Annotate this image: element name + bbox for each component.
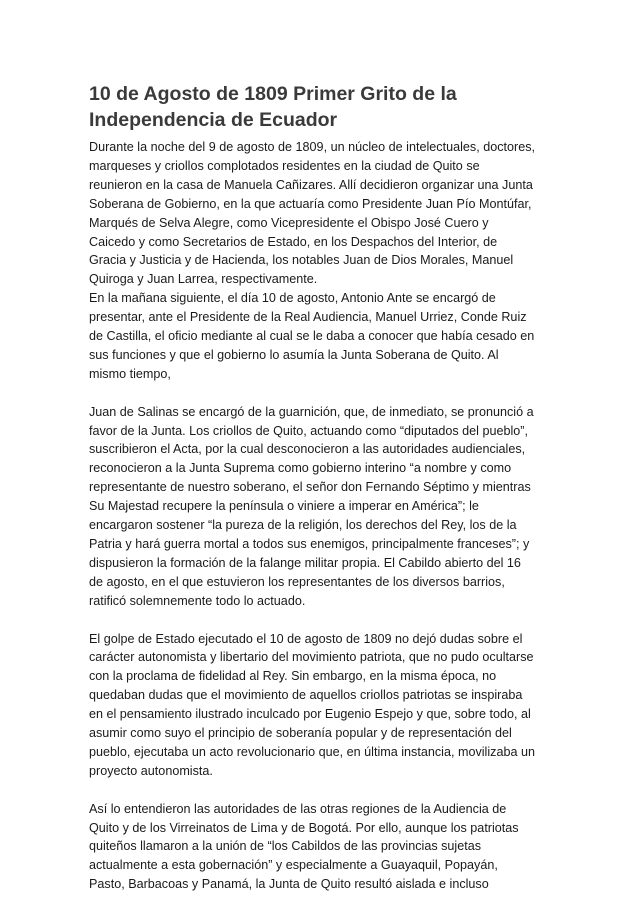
paragraph bbox=[89, 800, 559, 895]
paragraph-spacer bbox=[89, 384, 559, 403]
text-line: pueblo, ejecutaba un acto revolucionario que, en última instancia, movilizaba un bbox=[89, 744, 535, 759]
text-line: marqueses y criollos complotados residentes en la ciudad de Quito se bbox=[89, 158, 480, 173]
paragraph-spacer bbox=[89, 781, 559, 800]
title-line: 10 de Agosto de 1809 Primer Grito de la bbox=[89, 83, 457, 105]
text-line: Caicedo y como Secretarios de Estado, en los Despachos del Interior, de bbox=[89, 234, 498, 249]
paragraph bbox=[89, 138, 559, 384]
text-line: suscribieron el Acta, por la cual desconocieron a las autoridades audienciales, bbox=[89, 442, 526, 457]
text-line: representante de nuestro soberano, el señor don Fernando Séptimo y mientras bbox=[89, 480, 531, 495]
paragraph bbox=[89, 403, 559, 611]
text-line: Patria y hará guerra mortal a todos sus enemigos, principalmente franceses”; y bbox=[89, 537, 530, 552]
text-line: Quiroga y Juan Larrea, respectivamente. bbox=[89, 272, 318, 287]
text-line: En la mañana siguiente, el día 10 de agosto, Antonio Ante se encargó de bbox=[89, 291, 496, 306]
text-line: Gracia y Justicia y de Hacienda, los notables Juan de Dios Morales, Manuel bbox=[89, 253, 514, 268]
text-line: quiteños llamaron a la unión de “los Cabildos de las provincias sujetas bbox=[89, 839, 482, 854]
text-line: en el pensamiento ilustrado inculcado por Eugenio Espejo y que, sobre todo, al bbox=[89, 707, 531, 722]
text-line: con la proclama de fidelidad al Rey. Sin embargo, en la misma época, no bbox=[89, 669, 497, 684]
text-line: ratificó solemnemente todo lo actuado. bbox=[89, 593, 306, 608]
title-line: Independencia de Ecuador bbox=[89, 109, 338, 131]
text-line: Pasto, Barbacoas y Panamá, la Junta de Quito resultó aislada e incluso bbox=[89, 877, 489, 892]
text-line: dispusieron la formación de la falange militar propia. El Cabildo abierto del 16 bbox=[89, 555, 521, 570]
text-line: Durante la noche del 9 de agosto de 1809, un núcleo de intelectuales, doctores, bbox=[89, 140, 535, 154]
text-line: de Castilla, el oficio mediante al cual se le daba a conocer que había cesado en bbox=[89, 329, 535, 344]
text-line: mismo tiempo, bbox=[89, 366, 171, 381]
text-line: sus funciones y que el gobierno lo asumía la Junta Soberana de Quito. Al bbox=[89, 347, 499, 362]
text-line: Soberana de Gobierno, en la que actuaría como Presidente Juan Pío Montúfar, bbox=[89, 196, 532, 211]
text-line: encargaron sostener “la pureza de la religión, los derechos del Rey, los de la bbox=[89, 518, 517, 533]
text-line: de agosto, en el que estuvieron los representantes de los diversos barrios, bbox=[89, 574, 505, 589]
text-line: Juan de Salinas se encargó de la guarnición, que, de inmediato, se pronunció a bbox=[89, 404, 534, 419]
text-line: proyecto autonomista. bbox=[89, 763, 213, 778]
text-line: El golpe de Estado ejecutado el 10 de agosto de 1809 no dejó dudas sobre el bbox=[89, 631, 523, 646]
text-line: actualmente a esta gobernación” y especialmente a Guayaquil, Popayán, bbox=[89, 858, 498, 873]
text-line: favor de la Junta. Los criollos de Quito, actuando como “diputados del pueblo”, bbox=[89, 423, 528, 438]
text-line: Marqués de Selva Alegre, como Vicepresidente el Obispo José Cuero y bbox=[89, 215, 489, 230]
text-line: asumir como suyo el principio de soberanía popular y de representación del bbox=[89, 726, 512, 741]
text-line: presentar, ante el Presidente de la Real Audiencia, Manuel Urriez, Conde Ruiz bbox=[89, 310, 527, 325]
text-line: Así lo entendieron las autoridades de las otras regiones de la Audiencia de bbox=[89, 801, 507, 816]
text-line: Quito y de los Virreinatos de Lima y de Bogotá. Por ello, aunque los patriotas bbox=[89, 820, 519, 835]
text-line: Su Majestad recupere la península o viniere a imperar en América”; le bbox=[89, 499, 479, 514]
text-line: quedaban dudas que el movimiento de aquellos criollos patriotas se inspiraba bbox=[89, 688, 523, 703]
text-line: reconocieron a la Junta Suprema como gobierno interino “a nombre y como bbox=[89, 461, 512, 476]
text-line: reunieron en la casa de Manuela Cañizares. Allí decidieron organizar una Junta bbox=[89, 177, 533, 192]
text-line: carácter autonomista y libertario del movimiento patriota, que no pudo ocultarse bbox=[89, 650, 534, 665]
document-title bbox=[89, 81, 559, 133]
document-page bbox=[89, 81, 559, 894]
paragraph-spacer bbox=[89, 611, 559, 630]
paragraph bbox=[89, 630, 559, 781]
